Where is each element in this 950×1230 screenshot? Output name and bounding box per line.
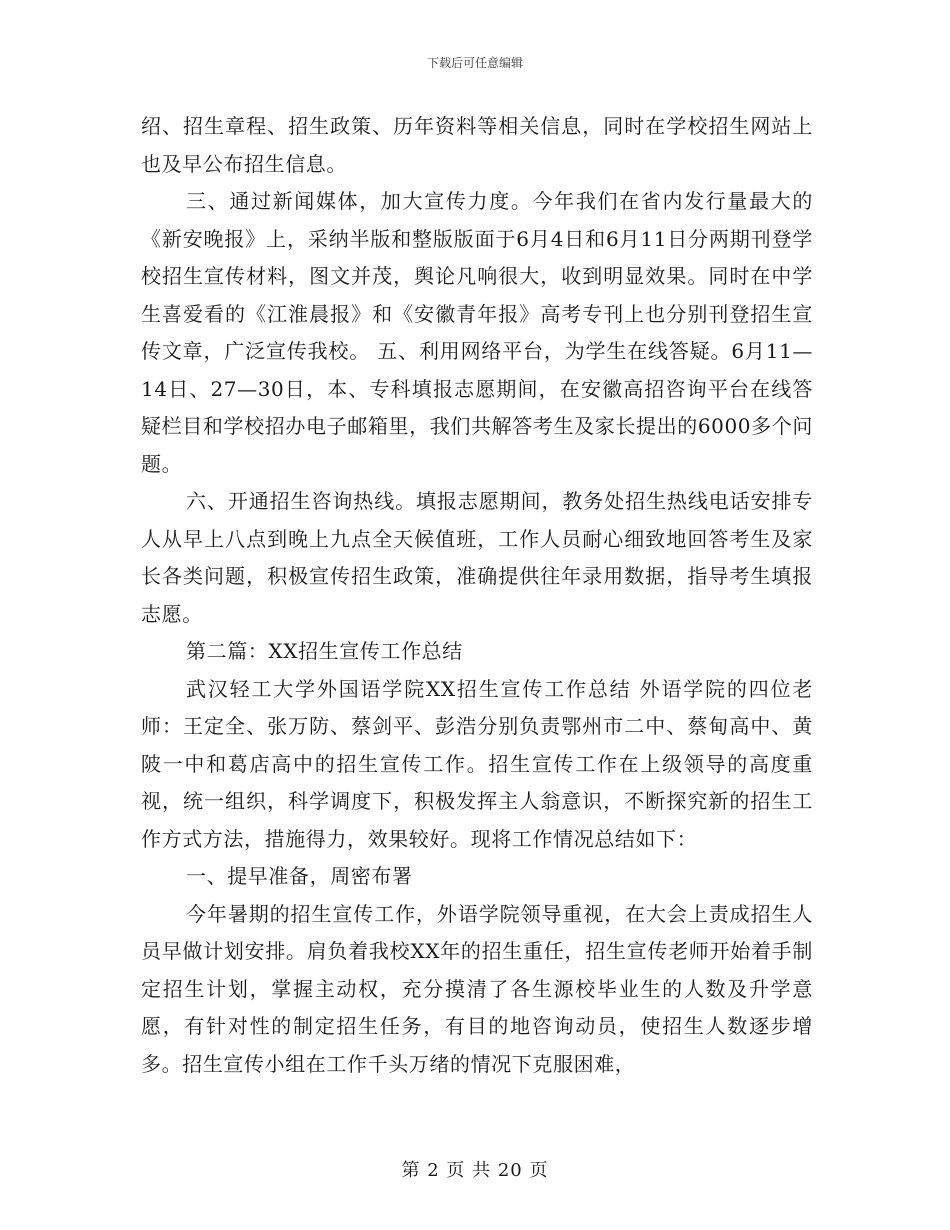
paragraph-1: 绍、招生章程、招生政策、历年资料等相关信息，同时在学校招生网站上也及早公布招生信息。	[141, 114, 813, 176]
page-header: 下载后可任意编辑	[426, 56, 523, 70]
document-body	[141, 108, 813, 1083]
paragraph-3: 六、开通招生咨询热线。填报志愿期间，教务处招生热线电话安排专人从早上八点到晚上九点全天候值班，工作人员耐心细致地回答考生及家长各类问题，积极宣传招生政策，准确提供往年录用数据，指导考生填报志愿。	[141, 489, 813, 626]
page-footer: 第 2 页 共 20 页	[401, 1160, 549, 1181]
paragraph-5: 武汉轻工大学外国语学院XX招生宣传工作总结 外语学院的四位老师：王定全、张万防、蔡剑平、彭浩分别负责鄂州市二中、蔡甸高中、黄陂一中和葛店高中的招生宣传工作。招生宣传工作在上级领导的高度重视，统一组织，科学调度下，积极发挥主人翁意识，不断探究新的招生工作方式方法，措施得力，效果较好。现将工作情况总结如下：	[141, 676, 813, 851]
section-heading: 第二篇：XX招生宣传工作总结	[186, 639, 463, 663]
paragraph-7: 今年暑期的招生宣传工作，外语学院领导重视，在大会上责成招生人员早做计划安排。肩负着我校XX年的招生重任，招生宣传老师开始着手制定招生计划，掌握主动权，充分摸清了各生源校毕业生的人数及升学意愿，有针对性的制定招生任务，有目的地咨询动员，使招生人数逐步增多。招生宣传小组在工作千头万绪的情况下克服困难，	[141, 901, 813, 1076]
paragraph-2: 三、通过新闻媒体，加大宣传力度。今年我们在省内发行量最大的《新安晚报》上，采纳半版和整版版面于6月4日和6月11日分两期刊登学校招生宣传材料，图文并茂，舆论凡响很大，收到明显效果。同时在中学生喜爱看的《江淮晨报》和《安徽青年报》高考专刊上也分别刊登招生宣传文章，广泛宣传我校。 五、利用网络平台，为学生在线答疑。6月11—14日、27—30日，本、专科填报志愿期间，在安徽高招咨询平台在线答疑栏目和学校招办电子邮箱里，我们共解答考生及家长提出的6000多个问题。	[141, 189, 813, 476]
subsection-heading: 一、提早准备，周密布署	[186, 864, 413, 888]
